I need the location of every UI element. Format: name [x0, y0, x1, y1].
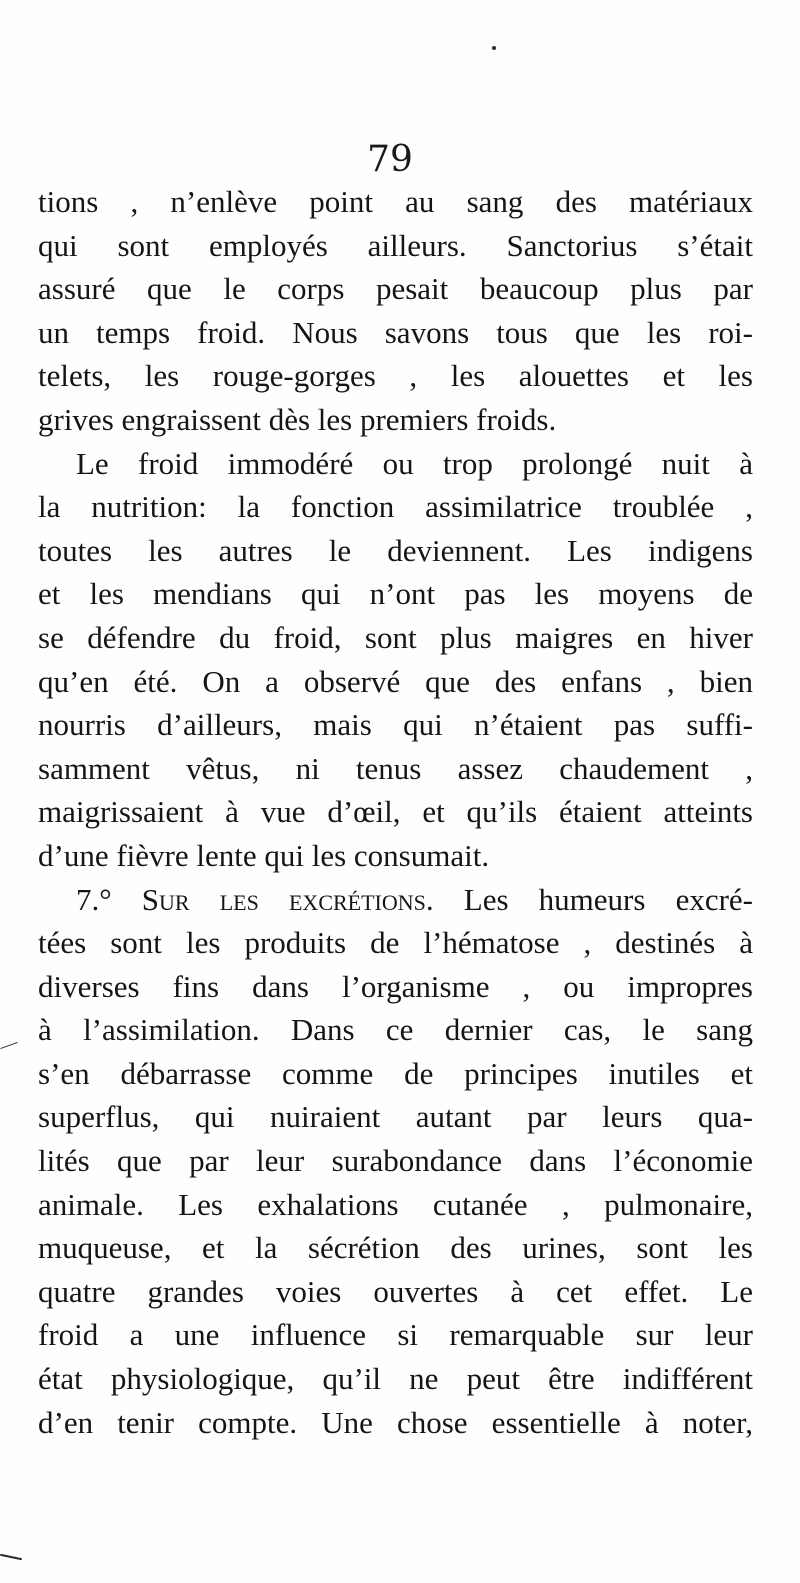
text-line-22: superflus, qui nuiraient autant par leurs qua-: [38, 1099, 753, 1135]
page-number: 79: [367, 139, 413, 180]
print-speck: [0, 1042, 17, 1049]
text-line-25: muqueuse, et la sécrétion des urines, sont les: [38, 1230, 753, 1266]
text-line-17: Les humeurs excré-: [463, 881, 753, 917]
text-line-3: assuré que le corps pesait beaucoup plus par: [38, 271, 753, 307]
text-line-7: Le froid immodéré ou trop prolongé nuit à: [76, 445, 753, 481]
text-line-21: s’en débarrasse comme de principes inutiles et: [38, 1055, 753, 1091]
text-line-23: lités que par leur surabondance dans l’économie: [38, 1143, 753, 1179]
text-line-19: diverses fins dans l’organisme , ou impropres: [38, 968, 753, 1004]
section-heading: Sur les excrétions.: [141, 881, 434, 917]
text-line-1: tions , n’enlève point au sang des matériaux: [38, 184, 753, 219]
section-heading-line: [38, 878, 753, 922]
text-line-26: quatre grandes voies ouvertes à cet effet. Le: [38, 1273, 753, 1309]
text-line-2: qui sont employés ailleurs. Sanctorius s’était: [38, 227, 753, 263]
text-line-4: un temps froid. Nous savons tous que les roi-: [38, 314, 753, 350]
text-line-24: animale. Les exhalations cutanée , pulmonaire,: [38, 1186, 753, 1222]
text-line-20: à l’assimilation. Dans ce dernier cas, le sang: [38, 1012, 753, 1048]
section-number: 7.°: [76, 881, 112, 917]
text-line-13: nourris d’ailleurs, mais qui n’étaient pas suffi-: [38, 707, 753, 743]
text-line-16: d’une fièvre lente qui les consumait.: [38, 837, 490, 873]
text-line-28: état physiologique, qu’il ne peut être indifférent: [38, 1361, 753, 1397]
text-line-18: tées sont les produits de l’hématose , destinés à: [38, 925, 753, 961]
text-line-11: se défendre du froid, sont plus maigres en hiver: [38, 619, 753, 655]
print-speck: [492, 46, 496, 50]
text-line-8: la nutrition: la fonction assimilatrice troublée ,: [38, 489, 753, 525]
text-line-10: et les mendians qui n’ont pas les moyens de: [38, 576, 753, 612]
print-speck: [0, 1554, 22, 1561]
text-line-14: samment vêtus, ni tenus assez chaudement ,: [38, 750, 753, 786]
text-line-12: qu’en été. On a observé que des enfans , bien: [38, 663, 753, 699]
text-line-5: telets, les rouge-gorges , les alouettes et les: [38, 358, 753, 394]
text-line-29: d’en tenir compte. Une chose essentielle à noter,: [38, 1404, 753, 1440]
text-line-15: maigrissaient à vue d’œil, et qu’ils étaient atteints: [38, 794, 753, 830]
text-line-6: grives engraissent dès les premiers froids.: [38, 401, 557, 437]
text-line-27: froid a une influence si remarquable sur leur: [38, 1317, 753, 1353]
text-line-9: toutes les autres le deviennent. Les indigens: [38, 532, 753, 568]
body-text: [38, 180, 753, 1444]
